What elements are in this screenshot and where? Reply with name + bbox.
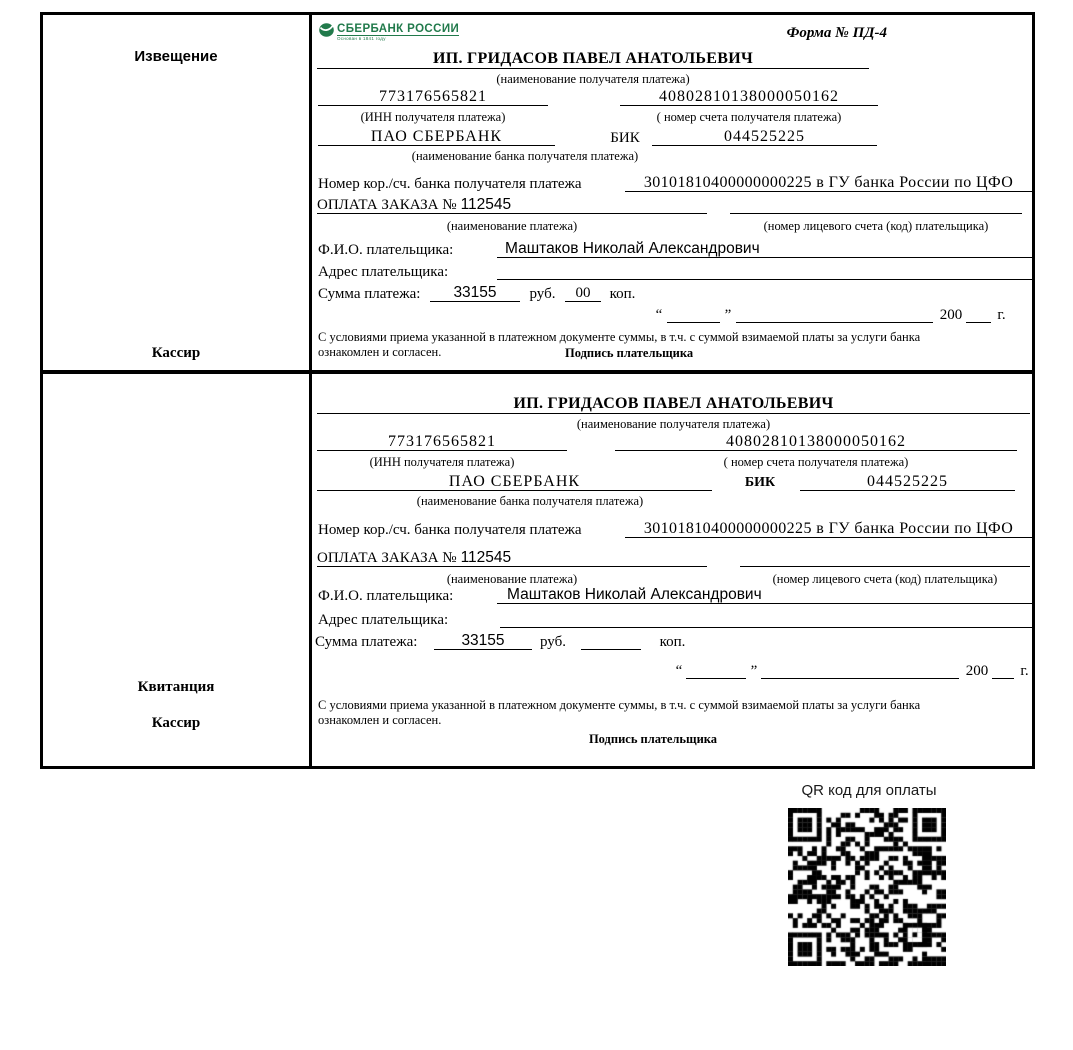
payment-caption: (наименование платежа) [446,572,578,586]
year-prefix: 200 [965,663,989,679]
sberbank-ball-icon [319,23,334,42]
qr-code [788,808,946,966]
signature-label: Подпись плательщика [565,346,694,360]
sum-rub-value: 33155 [453,284,497,301]
address-row [315,610,1032,628]
payee-name: ИП. ГРИДАСОВ ПАВЕЛ АНАТОЛЬЕВИЧ [432,50,754,67]
order-number: 112545 [460,549,512,566]
bank-name: ПАО СБЕРБАНК [370,128,503,145]
payee-caption: (наименование получателя платежа) [576,417,771,431]
payee-name-row [315,388,1032,414]
payee-name-row [315,45,1032,69]
year-suffix: г. [1020,663,1029,679]
sum-row [315,632,1032,650]
form-number: Форма № ПД-4 [786,25,887,41]
header-row [315,23,1032,45]
receipt-label: Квитанция [137,679,215,695]
personal-account-line [730,197,1022,214]
fio-row [315,584,1032,604]
bank-name: ПАО СБЕРБАНК [448,473,581,490]
corr-label: Номер кор./сч. банка получателя платежа [318,176,582,192]
cashier-label: Кассир [151,345,201,361]
quote-open: “ [675,663,683,679]
inn-value: 773176565821 [388,433,496,450]
corr-label: Номер кор./сч. банка получателя платежа [318,522,582,538]
date-month-line [736,306,933,323]
sum-label: Сумма платежа: [315,634,418,650]
order-number: 112545 [460,196,512,213]
inn-account-row [315,434,1032,451]
quote-close: ” [750,663,758,679]
kop-unit: коп. [659,634,686,650]
kop-unit: коп. [609,286,636,302]
payment-caption: (наименование платежа) [446,219,578,233]
bik-label: БИК [744,475,776,490]
qr-code-label: QR код для оплаты [801,782,937,799]
date-day-line [667,306,720,323]
payee-caption-row [315,416,1032,431]
bank-caption-row [315,148,1032,163]
personal-account-caption: (номер лицевого счета (код) плательщика) [772,572,998,586]
payment-captions-row [315,218,1032,233]
fio-value: Маштаков Николай Александрович [505,240,760,257]
date-day-line [686,662,746,679]
receipt-section [43,370,1032,766]
inn-caption: (ИНН получателя платежа) [369,455,515,469]
cashier-label: Кассир [151,715,201,731]
personal-account-caption: (номер лицевого счета (код) плательщика) [763,219,989,233]
year-line [992,662,1014,679]
account-caption: ( номер счета получателя платежа) [723,455,909,469]
fio-label: Ф.И.О. плательщика: [318,588,454,604]
bank-caption: (наименование банка получателя платежа) [411,149,639,163]
inn-account-captions [315,454,1032,469]
corr-row [315,516,1032,538]
bank-row [315,127,1032,146]
payee-caption: (наименование получателя платежа) [496,72,690,86]
bank-caption-row [315,493,1032,508]
notice-label: Извещение [134,48,218,65]
quote-close: ” [724,307,732,323]
rub-unit: руб. [529,286,556,302]
sum-label: Сумма платежа: [318,286,421,302]
corr-value: 30101810400000000225 в ГУ банка России по ЦФО [643,174,1014,191]
sberbank-logo-tagline: Основан в 1841 году [337,36,386,41]
notice-section [43,15,1032,370]
personal-account-line [740,550,1030,567]
inn-account-captions [315,109,1032,124]
notice-form-area [315,15,1032,370]
bik-value: 044525225 [724,128,805,145]
rub-unit: руб. [540,634,566,650]
kop-value: 00 [575,285,591,301]
address-line [500,610,1032,628]
agreement-text: С условиями приема указанной в платежном документе суммы, в т.ч. с суммой взимаемой платы за услуги банка ознакомлен и согласен. [318,330,921,359]
payee-caption-row [315,71,1032,86]
date-month-line [761,662,959,679]
inn-account-row [315,89,1032,106]
address-label: Адрес плательщика: [318,612,449,628]
payment-name-row [315,550,1032,567]
year-line [966,306,991,323]
agreement-row [315,330,1032,366]
pd4-form [40,12,1035,769]
sberbank-logo [319,23,459,42]
corr-value: 30101810400000000225 в ГУ банка России по ЦФО [643,520,1014,537]
receipt-stub [43,374,312,766]
sberbank-logo-text: СБЕРБАНК РОССИИ [337,23,460,35]
bank-row [315,472,1032,491]
signature-row [315,732,1032,747]
payee-name: ИП. ГРИДАСОВ ПАВЕЛ АНАТОЛЬЕВИЧ [513,395,834,412]
inn-value: 773176565821 [379,88,487,105]
year-prefix: 200 [939,307,963,323]
sum-rub-value: 33155 [461,632,505,649]
date-row [315,662,1032,679]
address-line [497,263,1032,280]
fio-label: Ф.И.О. плательщика: [318,242,454,258]
sum-row [315,285,1032,302]
account-value: 40802810138000050162 [659,88,839,105]
account-caption: ( номер счета получателя платежа) [656,110,842,124]
agreement-row [315,698,1032,730]
address-row [315,263,1032,280]
bik-label: БИК [610,130,640,146]
bank-caption: (наименование банка получателя платежа) [416,494,644,508]
notice-stub [43,15,312,370]
corr-row [315,170,1032,192]
bik-value: 044525225 [867,473,948,490]
quote-open: “ [655,307,663,323]
signature-label: Подпись плательщика [588,732,718,746]
payment-name-label: ОПЛАТА ЗАКАЗА № [317,197,457,213]
address-label: Адрес плательщика: [318,264,449,280]
inn-caption: (ИНН получателя платежа) [360,110,506,124]
account-value: 40802810138000050162 [726,433,906,450]
fio-row [315,238,1032,258]
date-row [315,306,1032,323]
receipt-form-area [315,374,1032,766]
year-suffix: г. [997,307,1006,323]
payment-name-label: ОПЛАТА ЗАКАЗА № [317,550,457,566]
agreement-text: С условиями приема указанной в платежном документе суммы, в т.ч. с суммой взимаемой платы за услуги банка ознакомлен и согласен. [318,698,921,727]
payment-name-row [315,197,1032,214]
fio-value: Маштаков Николай Александрович [507,586,762,603]
